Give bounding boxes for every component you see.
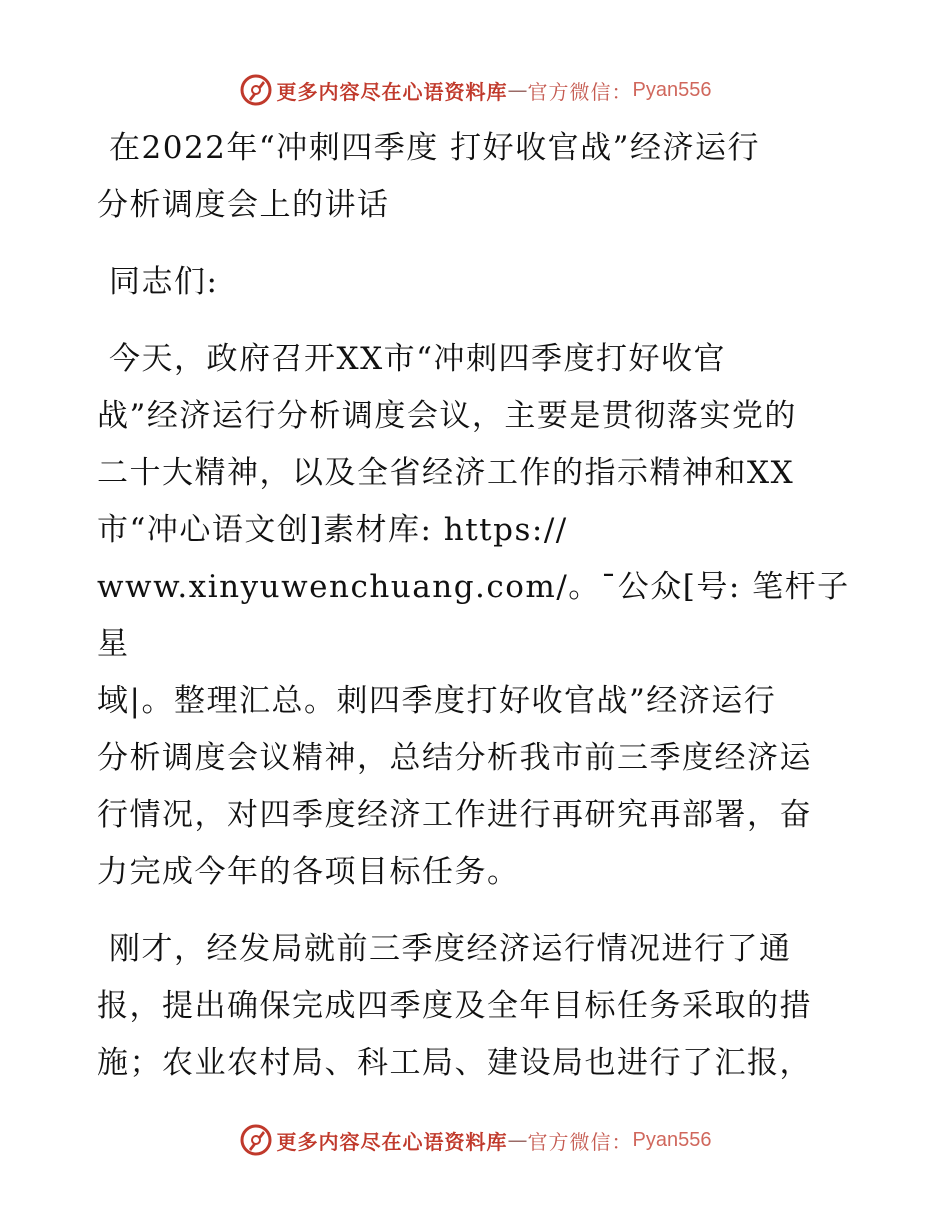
title-line-1: 在2022年“冲刺四季度 打好收官战”经济运行 [109, 130, 760, 166]
document-body [97, 120, 857, 1112]
paragraph-1-line: 域|。整理汇总。刺四季度打好收官战”经济运行 [97, 683, 777, 719]
document-title [97, 120, 857, 234]
paragraph-1-line: www.xinyuwenchuang.com/。¯公众[号: 笔杆子星 [97, 569, 850, 662]
watermark-main-text: 更多内容尽在心语资料库 [276, 79, 508, 104]
title-line-2: 分析调度会上的讲话 [97, 187, 390, 223]
watermark-separator: — [507, 1128, 528, 1152]
paragraph-2-line: 报，提出确保完成四季度及全年目标任务采取的措 [97, 988, 812, 1024]
paragraph-1-line: 分析调度会议精神，总结分析我市前三季度经济运 [97, 740, 812, 776]
paragraph-2-line: 刚才，经发局就前三季度经济运行情况进行了通 [109, 931, 792, 967]
watermark-side-text: 官方微信： [527, 1129, 633, 1154]
watermark-header [0, 70, 950, 110]
greeting: 同志们: [109, 264, 219, 300]
paragraph-1-line: 二十大精神，以及全省经济工作的指示精神和XX [97, 455, 795, 491]
paragraph-2 [97, 921, 857, 1092]
quill-logo-icon [239, 73, 273, 107]
paragraph-1 [97, 331, 857, 901]
paragraph-1-line: 战”经济运行分析调度会议，主要是贯彻落实党的 [97, 398, 797, 434]
paragraph-1-line: 市“冲心语文创]素材库: https:// [97, 512, 568, 548]
watermark-main-text: 更多内容尽在心语资料库 [276, 1129, 508, 1154]
paragraph-1-line: 力完成今年的各项目标任务。 [97, 854, 520, 890]
watermark-separator: — [507, 78, 528, 102]
quill-logo-icon [239, 1123, 273, 1157]
paragraph-1-line: 今天，政府召开XX市“冲刺四季度打好收官 [109, 341, 726, 377]
paragraph-1-line: 行情况，对四季度经济工作进行再研究再部署，奋 [97, 797, 812, 833]
watermark-footer [0, 1120, 950, 1160]
paragraph-2-line: 施；农业农村局、科工局、建设局也进行了汇报， [97, 1045, 812, 1081]
watermark-wechat-id: Pyan556 [632, 1128, 712, 1151]
watermark-side-text: 官方微信： [527, 79, 633, 104]
watermark-wechat-id: Pyan556 [632, 78, 712, 101]
